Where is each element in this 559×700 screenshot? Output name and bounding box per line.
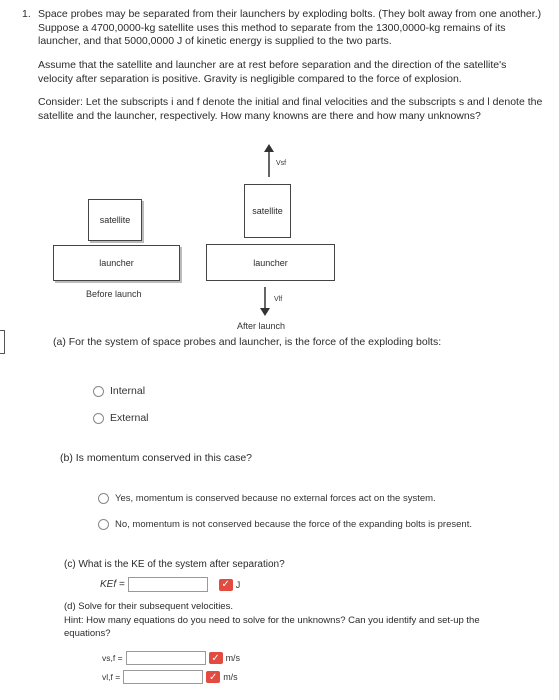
radio-circle[interactable] bbox=[93, 413, 104, 424]
after-satellite-box bbox=[244, 184, 291, 238]
radio-circle[interactable] bbox=[93, 386, 104, 397]
ke-final-field-row bbox=[100, 577, 240, 592]
part-a-prompt: (a) For the system of space probes and launcher, is the force of the exploding bolts: bbox=[53, 336, 442, 348]
option-momentum-not-conserved-label: No, momentum is not conserved because the force of the expanding bolts is present. bbox=[115, 519, 472, 530]
before-launcher-label: launcher bbox=[99, 258, 134, 268]
vsf-label: Vsf bbox=[276, 160, 287, 167]
vlf-input[interactable] bbox=[123, 670, 203, 684]
left-margin-bracket bbox=[0, 330, 5, 354]
before-launch-caption: Before launch bbox=[86, 289, 142, 299]
after-satellite-label: satellite bbox=[252, 206, 283, 216]
option-momentum-conserved-label: Yes, momentum is conserved because no external forces act on the system. bbox=[115, 493, 436, 504]
vsf-unit: m/s bbox=[225, 653, 241, 663]
vlf-field-row bbox=[102, 670, 238, 684]
vsf-field-row bbox=[102, 651, 240, 665]
satellite-velocity-arrow bbox=[262, 144, 276, 181]
ke-final-label: KEf = bbox=[100, 579, 125, 590]
before-satellite-label: satellite bbox=[99, 215, 131, 225]
vlf-field-label: vl,f = bbox=[102, 672, 121, 682]
check-icon: ✓ bbox=[206, 671, 220, 683]
option-momentum-conserved[interactable] bbox=[98, 493, 436, 504]
vsf-input[interactable] bbox=[126, 651, 206, 665]
vsf-field-label: vs,f = bbox=[102, 653, 123, 663]
option-internal[interactable] bbox=[93, 385, 145, 397]
radio-circle[interactable] bbox=[98, 493, 109, 504]
option-momentum-not-conserved[interactable] bbox=[98, 519, 472, 530]
vlf-unit: m/s bbox=[223, 672, 238, 682]
option-external[interactable] bbox=[93, 412, 149, 424]
part-d-prompt: (d) Solve for their subsequent velocities. bbox=[64, 601, 233, 612]
before-launcher-box bbox=[53, 245, 180, 281]
ke-unit: J bbox=[235, 579, 241, 590]
vlf-label: Vlf bbox=[274, 296, 283, 303]
part-c-prompt: (c) What is the KE of the system after separation? bbox=[64, 559, 285, 570]
check-icon: ✓ bbox=[219, 579, 233, 591]
before-satellite-box bbox=[88, 199, 142, 241]
check-icon: ✓ bbox=[209, 652, 223, 664]
question-number: 1. bbox=[22, 8, 31, 20]
question-assumption: Assume that the satellite and launcher are at rest before separation and the direction of the satellite's velocity after separation is positive. Gravity is negligible compared to the force of explosion. bbox=[38, 59, 507, 85]
part-b-prompt: (b) Is momentum conserved in this case? bbox=[60, 452, 252, 464]
launcher-velocity-arrow bbox=[258, 287, 272, 320]
question-intro: Space probes may be separated from their launchers by exploding bolts. (They bolt away from one another.) Suppose a 4700,0000-kg satellite uses this method to separate from the 1300,0000-kg remains of its launcher, and that 5000,0000 J of kinetic energy is supplied to the two parts. bbox=[38, 8, 542, 47]
after-launcher-box bbox=[206, 244, 335, 281]
question-consider: Consider: Let the subscripts i and f denote the initial and final velocities and the subscripts s and l denote the satellite and the launcher, respectively. How many knowns are there and how many unknowns? bbox=[38, 96, 543, 122]
radio-circle[interactable] bbox=[98, 519, 109, 530]
part-d-hint: Hint: How many equations do you need to solve for the unknowns? Can you identify and set-up the equations? bbox=[64, 615, 480, 639]
after-launch-caption: After launch bbox=[237, 321, 286, 331]
option-external-label: External bbox=[110, 412, 149, 424]
option-internal-label: Internal bbox=[110, 385, 146, 397]
ke-final-input[interactable] bbox=[128, 577, 208, 592]
after-launcher-label: launcher bbox=[253, 257, 288, 268]
